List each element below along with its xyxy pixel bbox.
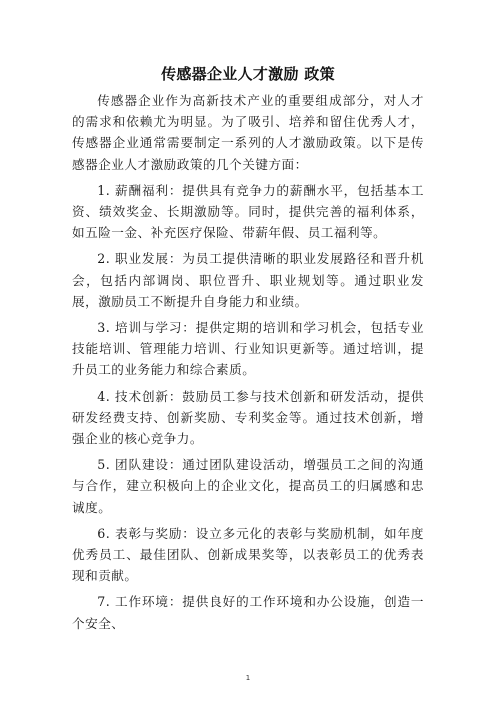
page-number: 1 xyxy=(245,674,251,682)
policy-item-career: 2. 职业发展：为员工提供清晰的职业发展路径和晋升机会，包括内部调岗、职位晋升、职业规划等。通过职业发展，激励员工不断提升自身能力和业绩。 xyxy=(72,251,424,309)
policy-item-awards: 6. 表彰与奖励：设立多元化的表彰与奖励机制，如年度优秀员工、最佳团队、创新成果奖等，以表彰员工的优秀表现和贡献。 xyxy=(72,525,424,584)
document-body xyxy=(72,90,424,639)
document-title: 传感器企业人才激励 政策 xyxy=(161,65,335,83)
policy-item-salary: 1. 薪酬福利：提供具有竞争力的薪酬水平，包括基本工资、绩效奖金、长期激励等。同时，提供完善的福利体系，如五险一金、补充医疗保险、带薪年假、员工福利等。 xyxy=(72,182,424,241)
policy-item-team: 5. 团队建设：通过团队建设活动，增强员工之间的沟通与合作，建立积极向上的企业文化，提高员工的归属感和忠诚度。 xyxy=(72,457,424,515)
policy-item-training: 3. 培训与学习：提供定期的培训和学习机会，包括专业技能培训、管理能力培训、行业知识更新等。通过培训，提升员工的业务能力和综合素质。 xyxy=(72,320,424,378)
policy-item-environment: 7. 工作环境：提供良好的工作环境和办公设施，创造一个安全、 xyxy=(72,594,424,631)
policy-item-innovation: 4. 技术创新：鼓励员工参与技术创新和研发活动，提供研发经费支持、创新奖励、专利奖金等。通过技术创新，增强企业的核心竞争力。 xyxy=(72,388,424,447)
intro-paragraph: 传感器企业作为高新技术产业的重要组成部分，对人才的需求和依赖尤为明显。为了吸引、培养和留住优秀人才，传感器企业通常需要制定一系列的人才激励政策。以下是传感器企业人才激励政策的几个关键方面： xyxy=(72,93,424,172)
